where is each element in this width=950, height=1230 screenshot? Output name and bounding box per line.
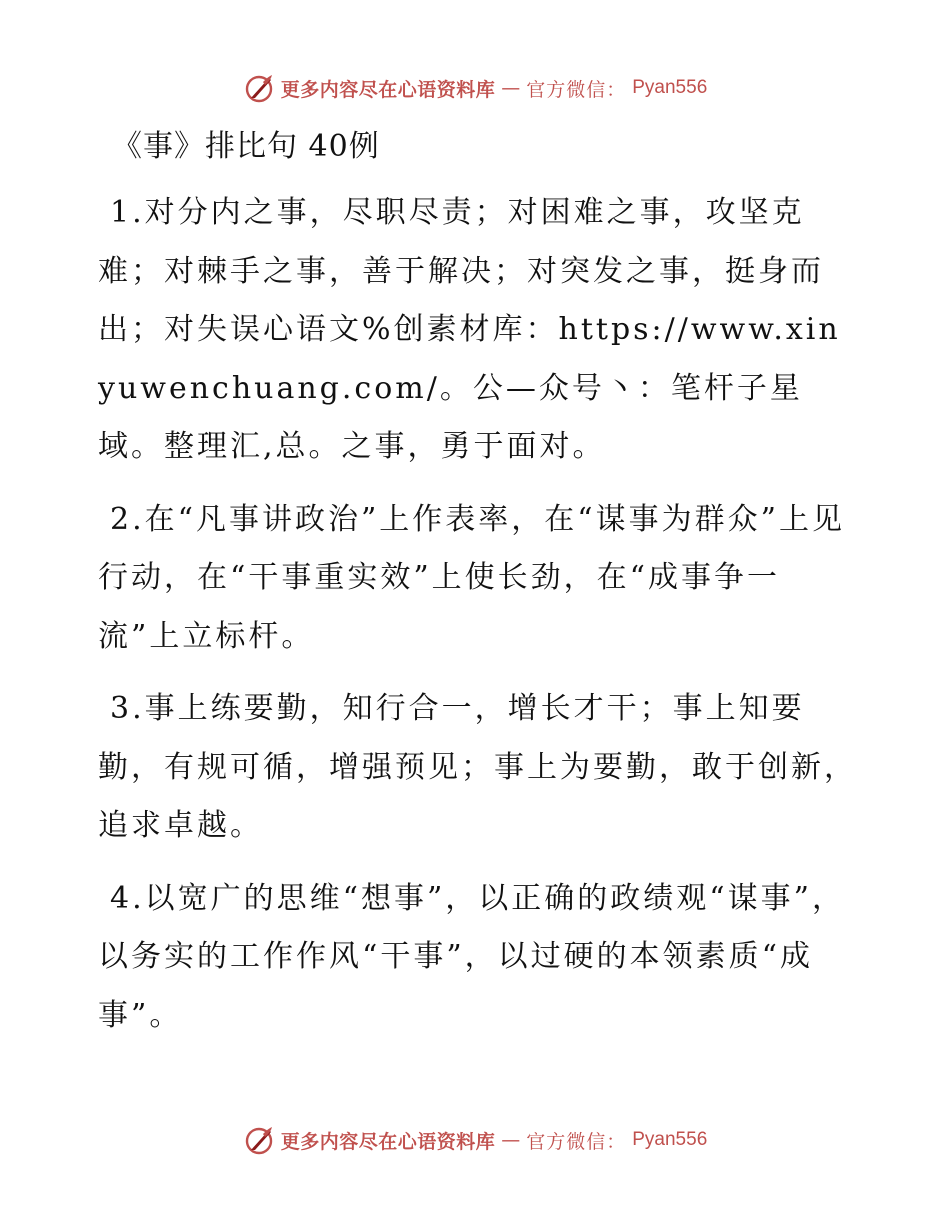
document-title: 《事》排比句 40例 bbox=[112, 129, 380, 164]
watermark-separator: — bbox=[501, 1129, 521, 1151]
document-body bbox=[98, 118, 858, 1059]
paragraph-1: 1.对分内之事，尽职尽责；对困难之事，攻坚克难；对棘手之事，善于解决；对突发之事，挺身而出；对失误心语文%创素材库：https://www.xinyuwenchuang.com/。公—众号丶：笔杆子星域。整理汇,总。之事，勇于面对。 bbox=[98, 195, 841, 464]
quill-pen-icon bbox=[243, 1124, 275, 1156]
footer-watermark bbox=[0, 1124, 950, 1156]
watermark-id: Pyan556 bbox=[632, 1129, 708, 1150]
watermark-label: 官方微信： bbox=[526, 78, 627, 101]
paragraph-4: 4.以宽广的思维“想事”，以正确的政绩观“谋事”，以务实的工作作风“干事”，以过硬的本领素质“成事”。 bbox=[98, 880, 845, 1033]
header-watermark bbox=[0, 72, 950, 104]
watermark-separator: — bbox=[501, 77, 521, 99]
watermark-id: Pyan556 bbox=[632, 77, 708, 98]
quill-pen-icon bbox=[243, 72, 275, 104]
watermark-label: 官方微信： bbox=[526, 1130, 627, 1153]
paragraph-2: 2.在“凡事讲政治”上作表率，在“谋事为群众”上见行动，在“干事重实效”上使长劲，在“成事争一流”上立标杆。 bbox=[98, 501, 845, 654]
watermark-text: 更多内容尽在心语资料库 bbox=[280, 78, 496, 101]
watermark-text: 更多内容尽在心语资料库 bbox=[280, 1130, 496, 1153]
paragraph-3: 3.事上练要勤，知行合一，增长才干；事上知要勤，有规可循，增强预见；事上为要勤，敢于创新，追求卓越。 bbox=[98, 691, 857, 843]
